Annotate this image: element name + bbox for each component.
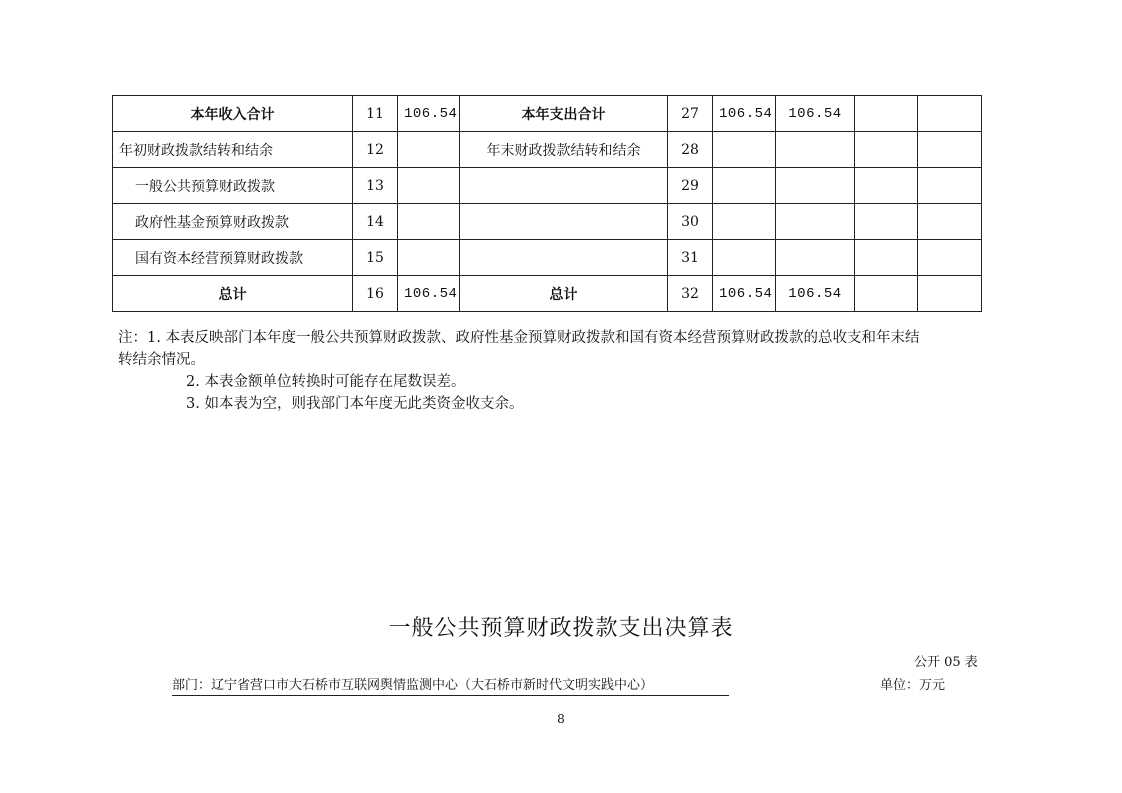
right-item-label: 本年支出合计	[460, 96, 668, 132]
table-row	[113, 240, 982, 276]
right-amount-1	[713, 132, 776, 168]
right-amount-4	[918, 276, 982, 312]
right-line-no: 31	[668, 240, 713, 276]
right-amount-2	[776, 168, 855, 204]
page-title: 一般公共预算财政拨款支出决算表	[388, 616, 734, 641]
right-amount-3	[855, 240, 918, 276]
left-amount	[398, 168, 460, 204]
right-item-label	[460, 168, 668, 204]
right-amount-2	[776, 204, 855, 240]
unit-label: 单位：万元	[880, 678, 946, 693]
left-item-label: 总计	[113, 276, 353, 312]
right-line-no: 27	[668, 96, 713, 132]
right-amount-4	[918, 96, 982, 132]
right-amount-2: 106.54	[776, 96, 855, 132]
left-amount: 106.54	[398, 276, 460, 312]
table-number: 公开 05 表	[914, 655, 978, 670]
right-amount-2	[776, 240, 855, 276]
left-amount	[398, 204, 460, 240]
right-amount-1: 106.54	[713, 96, 776, 132]
fiscal-allocation-summary-table	[112, 95, 982, 312]
page-number: 8	[557, 712, 565, 726]
note-line-2: 2. 本表金额单位转换时可能存在尾数误差。	[186, 374, 466, 390]
left-line-no: 14	[353, 204, 398, 240]
table-row	[113, 276, 982, 312]
left-line-no: 11	[353, 96, 398, 132]
right-line-no: 28	[668, 132, 713, 168]
left-amount	[398, 132, 460, 168]
note-line-3: 3. 如本表为空，则我部门本年度无此类资金收支余。	[186, 396, 524, 412]
right-line-no: 30	[668, 204, 713, 240]
left-line-no: 15	[353, 240, 398, 276]
right-item-label	[460, 204, 668, 240]
right-amount-3	[855, 168, 918, 204]
right-item-label: 总计	[460, 276, 668, 312]
left-line-no: 12	[353, 132, 398, 168]
right-amount-2	[776, 132, 855, 168]
right-amount-3	[855, 132, 918, 168]
right-amount-3	[855, 276, 918, 312]
right-amount-4	[918, 240, 982, 276]
table-notes	[118, 327, 998, 415]
left-line-no: 13	[353, 168, 398, 204]
table-row	[113, 96, 982, 132]
left-line-no: 16	[353, 276, 398, 312]
right-item-label: 年末财政拨款结转和结余	[460, 132, 668, 168]
table-row	[113, 132, 982, 168]
right-amount-4	[918, 168, 982, 204]
right-line-no: 32	[668, 276, 713, 312]
right-amount-4	[918, 132, 982, 168]
right-amount-4	[918, 204, 982, 240]
right-amount-2: 106.54	[776, 276, 855, 312]
left-item-label: 一般公共预算财政拨款	[113, 168, 353, 204]
left-item-label: 本年收入合计	[113, 96, 353, 132]
left-amount: 106.54	[398, 96, 460, 132]
right-amount-3	[855, 204, 918, 240]
note-line-1: 注：1. 本表反映部门本年度一般公共预算财政拨款、政府性基金预算财政拨款和国有资本经营预算财政拨款的总收支和年末结	[118, 330, 920, 346]
note-line-1-continued: 转结余情况。	[118, 352, 205, 368]
department-label: 部门：辽宁省营口市大石桥市互联网舆情监测中心（大石桥市新时代文明实践中心）	[172, 674, 729, 696]
right-amount-1	[713, 240, 776, 276]
table-row	[113, 168, 982, 204]
left-amount	[398, 240, 460, 276]
right-item-label	[460, 240, 668, 276]
left-item-label: 政府性基金预算财政拨款	[113, 204, 353, 240]
left-item-label: 年初财政拨款结转和结余	[113, 132, 353, 168]
right-line-no: 29	[668, 168, 713, 204]
right-amount-1: 106.54	[713, 276, 776, 312]
table-row	[113, 204, 982, 240]
right-amount-1	[713, 168, 776, 204]
right-amount-1	[713, 204, 776, 240]
right-amount-3	[855, 96, 918, 132]
left-item-label: 国有资本经营预算财政拨款	[113, 240, 353, 276]
